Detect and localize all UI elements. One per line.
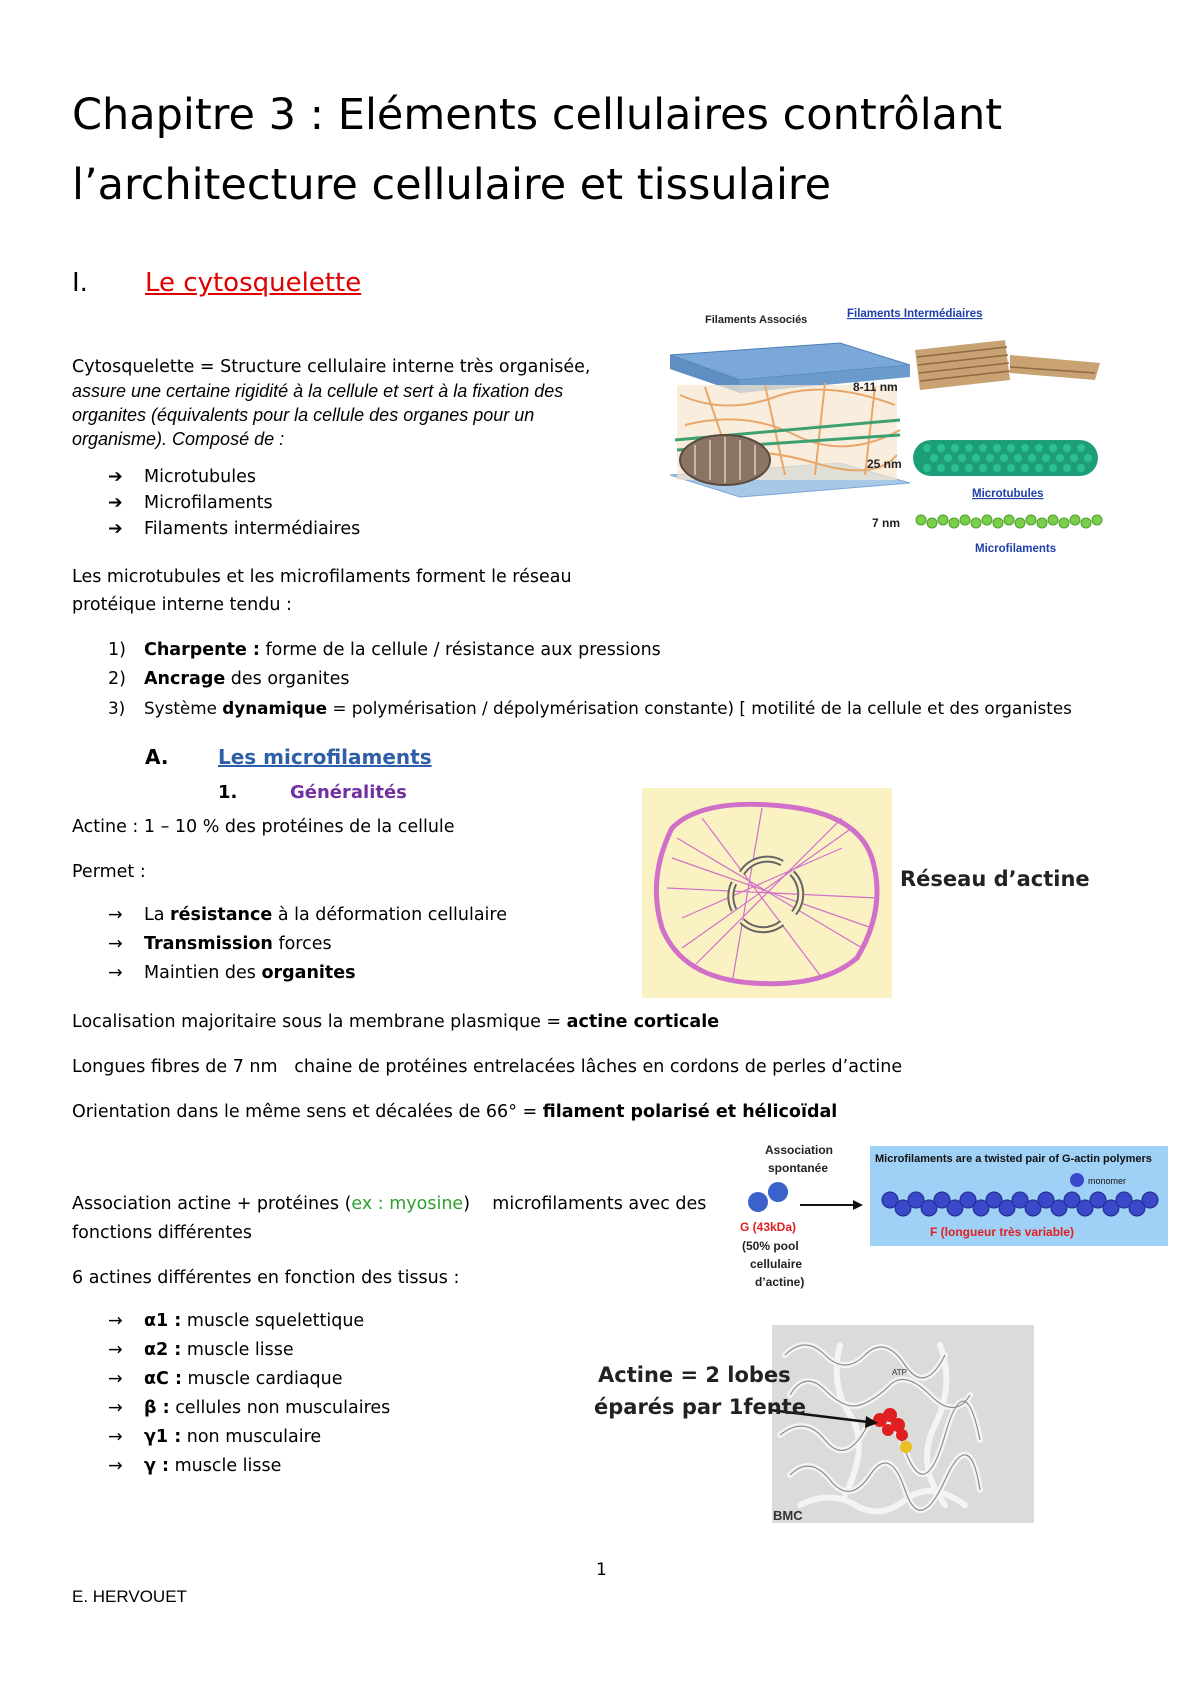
label-filaments-associes: Filaments Associés bbox=[705, 314, 808, 326]
list-item bbox=[108, 963, 608, 987]
arrow-icon: → bbox=[108, 963, 123, 983]
label-filaments-intermediaires: Filaments Intermédiaires bbox=[847, 308, 983, 320]
role-text: des organites bbox=[225, 669, 350, 689]
arrow-icon: → bbox=[108, 1369, 123, 1389]
bold-term: filament polarisé et hélicoïdal bbox=[542, 1102, 838, 1122]
subsubsection-title: Généralités bbox=[290, 782, 407, 803]
g-actin-monomer-icon bbox=[748, 1192, 768, 1212]
label-microtubules: Microtubules bbox=[972, 488, 1044, 500]
actin-structure-figure bbox=[580, 1325, 1035, 1525]
bold-term: β : bbox=[144, 1398, 170, 1418]
label-g-actin: G (43kDa) bbox=[740, 1220, 797, 1234]
arrow-icon: → bbox=[108, 1398, 123, 1418]
monomer-label: monomer bbox=[1088, 1176, 1127, 1186]
author-footer: E. HERVOUET bbox=[72, 1587, 187, 1606]
label-cellulaire: cellulaire bbox=[750, 1257, 803, 1271]
arrow-bullet-icon: ➔ bbox=[108, 493, 123, 513]
item-text: muscle lisse bbox=[169, 1456, 282, 1476]
item-text: muscle lisse bbox=[181, 1340, 294, 1360]
list-number: 2) bbox=[108, 669, 126, 689]
bold-term: actine corticale bbox=[566, 1012, 720, 1032]
bold-term: α1 : bbox=[144, 1311, 182, 1331]
item-text: cellules non musculaires bbox=[169, 1398, 391, 1418]
page-title bbox=[72, 80, 1132, 220]
bold-term: γ : bbox=[144, 1456, 170, 1476]
bold-term: α2 : bbox=[144, 1340, 182, 1360]
label-dactine: d’actine) bbox=[755, 1275, 805, 1289]
intro-line-3: organites (équivalents pour la cellule des organes pour un bbox=[72, 405, 535, 425]
monomer-legend-icon bbox=[1070, 1173, 1084, 1187]
actine-fente-label: éparés par 1fente bbox=[594, 1395, 806, 1419]
arrow-head-icon bbox=[853, 1200, 863, 1210]
arrow-icon: → bbox=[108, 1456, 123, 1476]
list-item bbox=[108, 467, 508, 491]
microtubule-icon bbox=[913, 440, 1098, 476]
bold-term: résistance bbox=[170, 905, 273, 925]
arrow-icon: → bbox=[108, 1340, 123, 1360]
intro-line-1: Cytosquelette = Structure cellulaire interne très organisée, bbox=[72, 357, 591, 377]
bold-term: Charpente : bbox=[144, 640, 260, 660]
component-label: Filaments intermédiaires bbox=[144, 519, 361, 539]
section-title: Le cytosquelette bbox=[145, 268, 362, 298]
label-spontanee: spontanée bbox=[768, 1161, 829, 1175]
label-nm-1: 8-11 nm bbox=[853, 380, 898, 394]
item-text: à la déformation cellulaire bbox=[272, 905, 507, 925]
role-text: forme de la cellule / résistance aux pressions bbox=[259, 640, 661, 660]
label-f-actin: F (longueur très variable) bbox=[930, 1225, 1075, 1239]
bold-term: dynamique bbox=[222, 698, 328, 718]
section-number: I. bbox=[72, 268, 88, 298]
label-pool: (50% pool bbox=[742, 1239, 799, 1253]
list-item bbox=[108, 640, 1168, 664]
component-label: Microtubules bbox=[144, 467, 256, 487]
fibres-text: Longues fibres de 7 nm chaine de protéines entrelacées lâches en cordons de perles d’actine bbox=[72, 1057, 903, 1077]
intermediate-filament-icon bbox=[915, 340, 1100, 390]
localisation-text bbox=[72, 1010, 719, 1034]
actin-polymerization-figure bbox=[735, 1140, 1170, 1290]
g-actin-monomer-icon bbox=[768, 1182, 788, 1202]
association-line-2: fonctions différentes bbox=[72, 1223, 252, 1243]
localisation-label: Localisation majoritaire sous la membrane plasmique = bbox=[72, 1012, 567, 1032]
title-line-2: l’architecture cellulaire et tissulaire bbox=[72, 160, 832, 210]
bold-term: organites bbox=[261, 963, 356, 983]
label-nm-2: 25 nm bbox=[867, 457, 902, 471]
arrow-icon: → bbox=[108, 905, 123, 925]
bold-term: Ancrage bbox=[144, 669, 226, 689]
microfilament-icon bbox=[916, 515, 1102, 528]
page-number: 1 bbox=[596, 1560, 607, 1580]
role-text: Système bbox=[144, 698, 223, 718]
list-item bbox=[108, 1398, 508, 1422]
list-item bbox=[108, 493, 508, 517]
actin-network-figure bbox=[642, 788, 892, 998]
network-line-1: Les microtubules et les microfilaments forment le réseau bbox=[72, 567, 572, 587]
list-item bbox=[108, 1340, 508, 1364]
list-item bbox=[108, 1427, 508, 1451]
example-text: ex : myosine bbox=[351, 1194, 464, 1214]
label-microfilaments: Microfilaments bbox=[975, 543, 1057, 555]
component-label: Microfilaments bbox=[144, 493, 273, 513]
list-item bbox=[108, 905, 608, 929]
atp-label: ATP bbox=[892, 1368, 907, 1377]
list-number: 3) bbox=[108, 698, 126, 718]
six-actines-text: 6 actines différentes en fonction des tissus : bbox=[72, 1268, 460, 1288]
item-text: non musculaire bbox=[181, 1427, 322, 1447]
title-line-1: Chapitre 3 : Eléments cellulaires contrôlant bbox=[72, 90, 1003, 140]
subsection-title: Les microfilaments bbox=[218, 745, 432, 769]
subsubsection-number: 1. bbox=[218, 782, 238, 803]
panel-header: Microfilaments are a twisted pair of G-actin polymers bbox=[875, 1153, 1152, 1165]
bmc-label: BMC bbox=[773, 1508, 803, 1523]
actin-network-label: Réseau d’actine bbox=[900, 867, 1090, 891]
bold-term: Transmission bbox=[144, 934, 273, 954]
arrow-icon: → bbox=[108, 934, 123, 954]
role-text: = polymérisation / dépolymérisation constante) [ motilité de la cellule et des organistes bbox=[327, 698, 1072, 718]
association-label: ) microfilaments avec des bbox=[463, 1194, 707, 1214]
list-item bbox=[108, 934, 608, 958]
item-text: Maintien des bbox=[144, 963, 262, 983]
item-text: forces bbox=[272, 934, 332, 954]
bold-term: γ1 : bbox=[144, 1427, 182, 1447]
orientation-label: Orientation dans le même sens et décalées de 66° = bbox=[72, 1102, 543, 1122]
cytoskeleton-figure bbox=[665, 308, 1105, 555]
orientation-text bbox=[72, 1100, 837, 1124]
permet-label: Permet : bbox=[72, 862, 146, 882]
list-item bbox=[108, 519, 508, 543]
list-number: 1) bbox=[108, 640, 126, 660]
arrow-bullet-icon: ➔ bbox=[108, 519, 123, 539]
item-text: muscle squelettique bbox=[181, 1311, 365, 1331]
item-text: La bbox=[144, 905, 171, 925]
list-item bbox=[108, 698, 1178, 722]
list-item bbox=[108, 1311, 508, 1335]
list-item bbox=[108, 1456, 508, 1480]
item-text: muscle cardiaque bbox=[181, 1369, 343, 1389]
association-label: Association actine + protéines ( bbox=[72, 1194, 352, 1214]
arrow-bullet-icon: ➔ bbox=[108, 467, 123, 487]
network-line-2: protéique interne tendu : bbox=[72, 595, 292, 615]
label-nm-3: 7 nm bbox=[872, 516, 901, 530]
label-association: Association bbox=[765, 1143, 834, 1157]
association-text bbox=[72, 1192, 706, 1216]
bold-term: αC : bbox=[144, 1369, 182, 1389]
cation-icon bbox=[900, 1441, 912, 1453]
arrow-icon: → bbox=[108, 1311, 123, 1331]
subsection-number: A. bbox=[145, 745, 169, 769]
list-item bbox=[108, 1369, 508, 1393]
actine-lobes-label: Actine = 2 lobes bbox=[598, 1363, 791, 1387]
arrow-icon: → bbox=[108, 1427, 123, 1447]
intro-line-4: organisme). Composé de : bbox=[72, 429, 285, 449]
intro-line-2: assure une certaine rigidité à la cellule et sert à la fixation des bbox=[72, 381, 564, 401]
list-item bbox=[108, 669, 1168, 693]
actine-percentage: Actine : 1 – 10 % des protéines de la cellule bbox=[72, 817, 455, 837]
